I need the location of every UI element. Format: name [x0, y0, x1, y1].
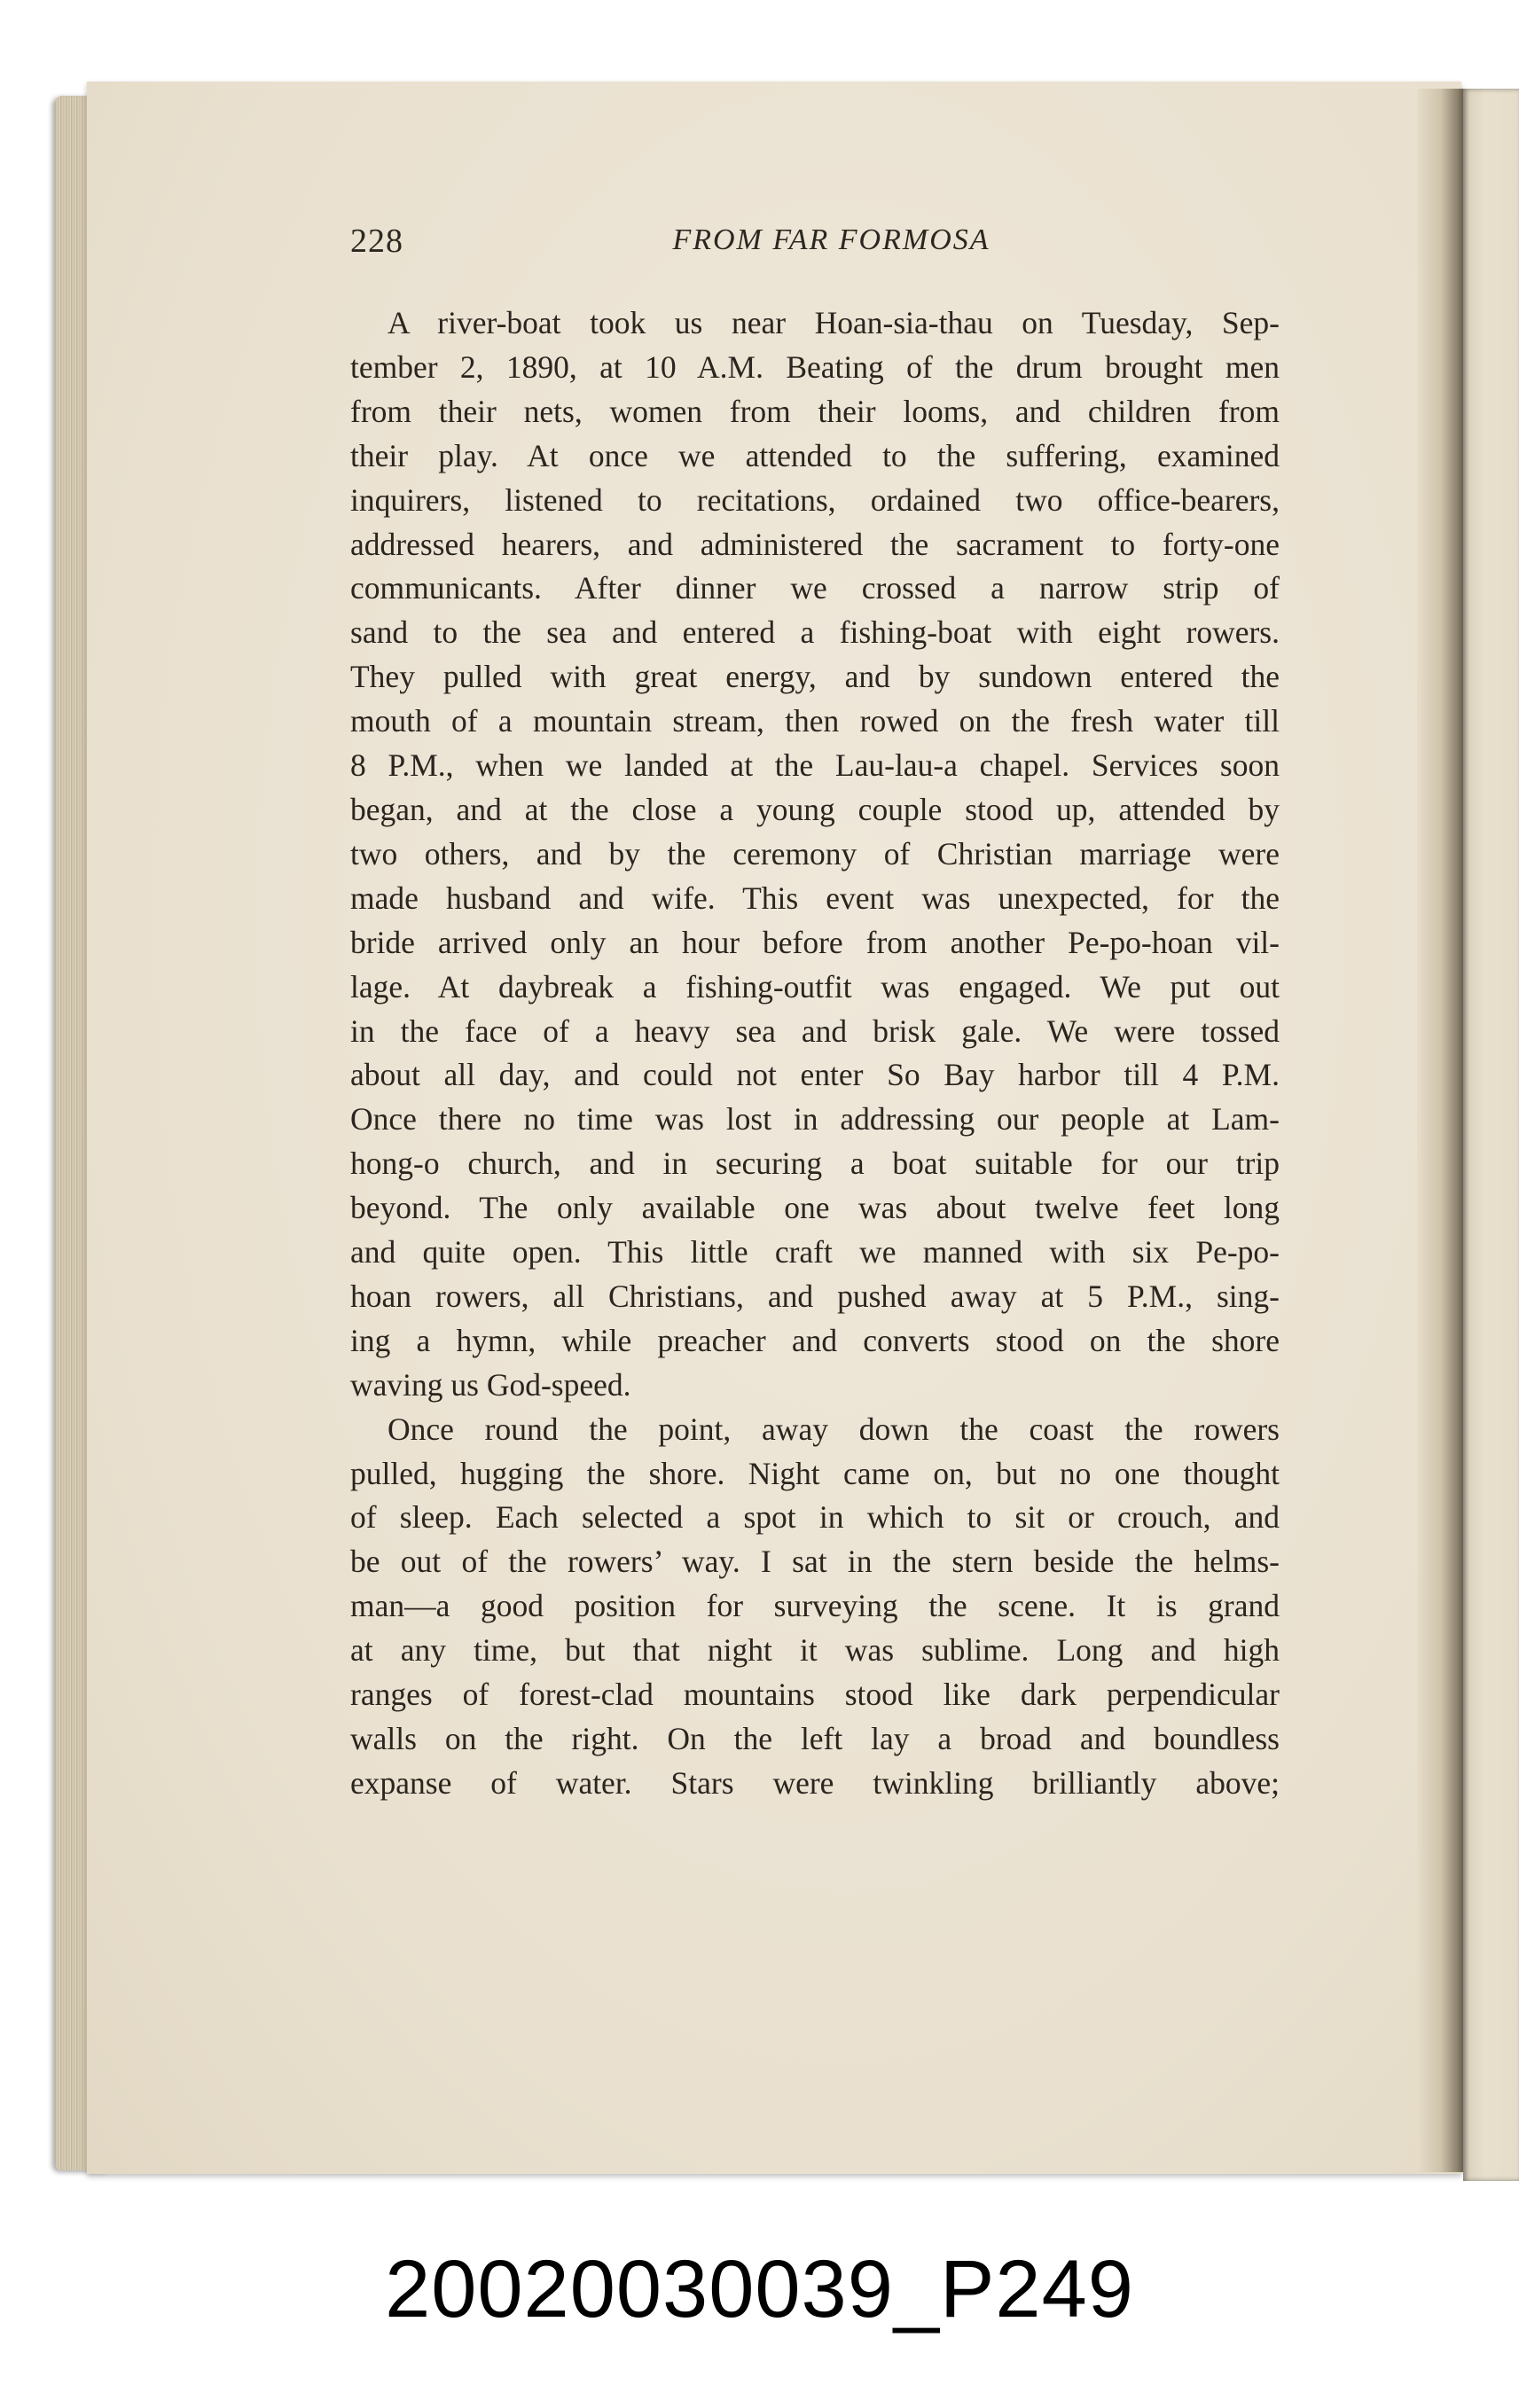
text-line: 8 P.M., when we landed at the Lau-lau-a chapel. Services soon — [350, 747, 1280, 784]
text-line: be out of the rowers’ way. I sat in the stern beside the helms- — [350, 1544, 1280, 1580]
text-line: ing a hymn, while preacher and converts stood on the shore — [350, 1322, 1280, 1358]
text-line: bride arrived only an hour before from another Pe-po-hoan vil- — [350, 924, 1280, 960]
text-line: began, and at the close a young couple stood up, attended by — [350, 791, 1280, 827]
text-line: lage. At daybreak a fishing-outfit was engaged. We put out — [350, 968, 1280, 1005]
text-line: expanse of water. Stars were twinkling brilliantly above; — [350, 1764, 1280, 1801]
right-page-edge — [1463, 89, 1519, 2181]
text-line: beyond. The only available one was about twelve feet long — [350, 1190, 1280, 1226]
text-line: and quite open. This little craft we manned with six Pe-po- — [350, 1234, 1280, 1270]
scan-identifier: 20020030039_P249 — [385, 2244, 1134, 2334]
text-line: Once there no time was lost in addressing our people at Lam- — [350, 1101, 1280, 1138]
text-line: inquirers, listened to recitations, ordained two office-bearers, — [350, 481, 1280, 518]
text-line: about all day, and could not enter So Bay harbor till 4 P.M. — [350, 1057, 1280, 1093]
text-line: from their nets, women from their looms, and children from — [350, 393, 1280, 429]
text-line: communicants. After dinner we crossed a narrow strip of — [350, 570, 1280, 606]
text-line: hoan rowers, all Christians, and pushed away at 5 P.M., sing- — [350, 1278, 1280, 1314]
paragraph-2 — [350, 1408, 1280, 1806]
text-line: hong-o church, and in securing a boat suitable for our trip — [350, 1145, 1280, 1182]
text-line: tember 2, 1890, at 10 A.M. Beating of the drum brought men — [350, 348, 1280, 385]
text-line: man—a good position for surveying the scene. It is grand — [350, 1588, 1280, 1624]
running-title: FROM FAR FORMOSA — [672, 223, 990, 256]
text-line: They pulled with great energy, and by sundown entered the — [350, 659, 1280, 695]
text-line: their play. At once we attended to the suffering, examined — [350, 437, 1280, 473]
paragraph-1 — [350, 301, 1280, 1408]
text-line: sand to the sea and entered a fishing-boat with eight rowers. — [350, 614, 1280, 651]
text-line: in the face of a heavy sea and brisk gale. We were tossed — [350, 1012, 1280, 1049]
text-line: pulled, hugging the shore. Night came on, but no one thought — [350, 1455, 1280, 1491]
text-line: walls on the right. On the left lay a broad and boundless — [350, 1721, 1280, 1756]
text-line: two others, and by the ceremony of Christian marriage were — [350, 835, 1280, 872]
book-gutter — [1417, 89, 1470, 2172]
text-line: ranges of forest-clad mountains stood like dark perpendicular — [350, 1677, 1280, 1713]
text-line: waving us God-speed. — [350, 1366, 631, 1403]
text-line: mouth of a mountain stream, then rowed on the fresh water till — [350, 703, 1280, 739]
text-line: made husband and wife. This event was unexpected, for the — [350, 880, 1280, 916]
text-line: A river-boat took us near Hoan-sia-thau on Tuesday, Sep- — [388, 305, 1280, 340]
text-line: addressed hearers, and administered the sacrament to forty-one — [350, 526, 1280, 562]
body-text — [350, 301, 1280, 1806]
page-number: 228 — [350, 223, 403, 260]
text-line: Once round the point, away down the coast the rowers — [388, 1411, 1280, 1447]
text-line: of sleep. Each selected a spot in which to sit or crouch, and — [350, 1499, 1280, 1536]
page-header — [350, 222, 1277, 275]
text-line: at any time, but that night it was sublime. Long and high — [350, 1632, 1280, 1669]
